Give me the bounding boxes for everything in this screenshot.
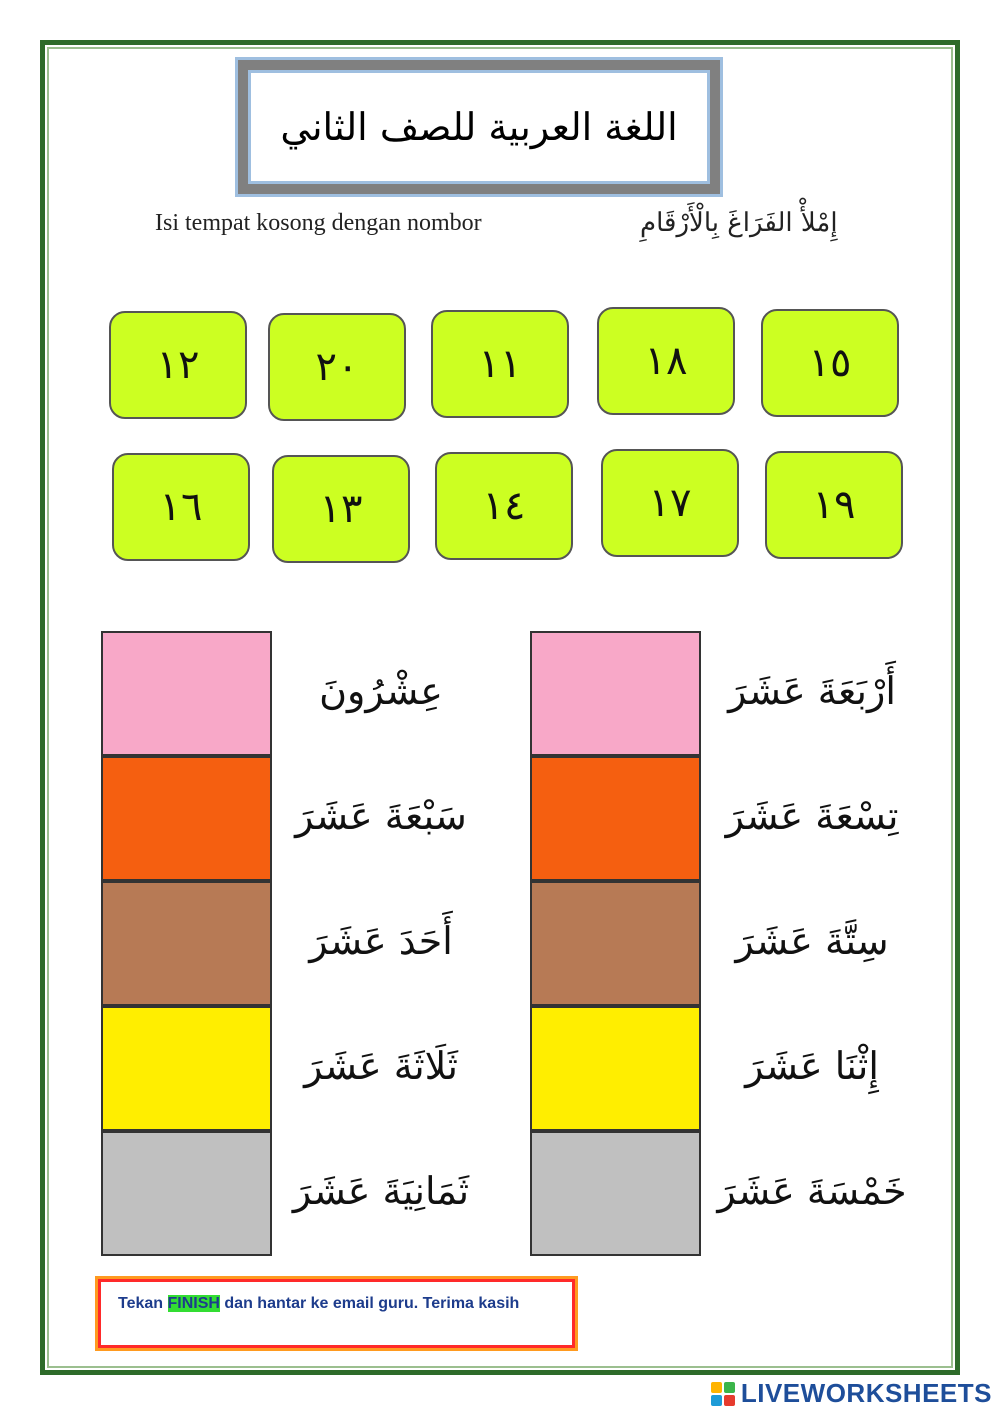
finish-instruction-note xyxy=(95,1276,578,1351)
right-number-word: أَرْبَعَةَ عَشَرَ xyxy=(728,669,896,713)
instruction-malay: Isi tempat kosong dengan nombor xyxy=(155,210,482,236)
right-number-word: تِسْعَةَ عَشَرَ xyxy=(725,794,899,838)
title-box xyxy=(235,57,723,197)
note-suffix: dan hantar ke email guru. Terima kasih xyxy=(219,1295,520,1312)
number-tile[interactable]: ١٢ xyxy=(109,311,247,419)
left-answer-box[interactable] xyxy=(101,881,272,1006)
finish-highlight: FINISH xyxy=(167,1295,220,1312)
number-tile[interactable]: ١٧ xyxy=(601,449,739,557)
liveworksheets-brand xyxy=(711,1378,992,1409)
left-answer-box[interactable] xyxy=(101,756,272,881)
left-answer-box[interactable] xyxy=(101,1006,272,1131)
liveworksheets-logo-icon xyxy=(711,1382,735,1406)
left-number-word: سَبْعَةَ عَشَرَ xyxy=(295,794,467,838)
left-number-word: ثَلَاثَةَ عَشَرَ xyxy=(304,1044,458,1088)
right-number-word: خَمْسَةَ عَشَرَ xyxy=(717,1169,907,1213)
number-tile[interactable]: ١٣ xyxy=(272,455,410,563)
number-tile[interactable]: ١٩ xyxy=(765,451,903,559)
left-number-word: عِشْرُونَ xyxy=(319,669,443,713)
left-number-word: أَحَدَ عَشَرَ xyxy=(309,919,453,963)
instruction-arabic: إِمْلأْ الفَرَاغَ بِالْأَرْقَامِ xyxy=(640,208,838,238)
number-tile[interactable]: ١٦ xyxy=(112,453,250,561)
worksheet-title: اللغة العربية للصف الثاني xyxy=(248,70,710,184)
number-tile[interactable]: ٢٠ xyxy=(268,313,406,421)
left-number-word: ثَمَانِيَةَ عَشَرَ xyxy=(292,1169,470,1213)
right-answer-box[interactable] xyxy=(530,1131,701,1256)
left-answer-box[interactable] xyxy=(101,631,272,756)
left-answer-box[interactable] xyxy=(101,1131,272,1256)
note-prefix: Tekan xyxy=(118,1295,168,1312)
number-tile[interactable]: ١٥ xyxy=(761,309,899,417)
right-answer-box[interactable] xyxy=(530,1006,701,1131)
right-answer-box[interactable] xyxy=(530,631,701,756)
number-tile[interactable]: ١٨ xyxy=(597,307,735,415)
brand-name: LIVEWORKSHEETS xyxy=(740,1378,992,1408)
number-tile[interactable]: ١٤ xyxy=(435,452,573,560)
right-answer-box[interactable] xyxy=(530,881,701,1006)
number-tile[interactable]: ١١ xyxy=(431,310,569,418)
right-number-word: سِتَّةَ عَشَرَ xyxy=(735,919,889,963)
right-answer-box[interactable] xyxy=(530,756,701,881)
right-number-word: إِثْنَا عَشَرَ xyxy=(745,1044,879,1088)
